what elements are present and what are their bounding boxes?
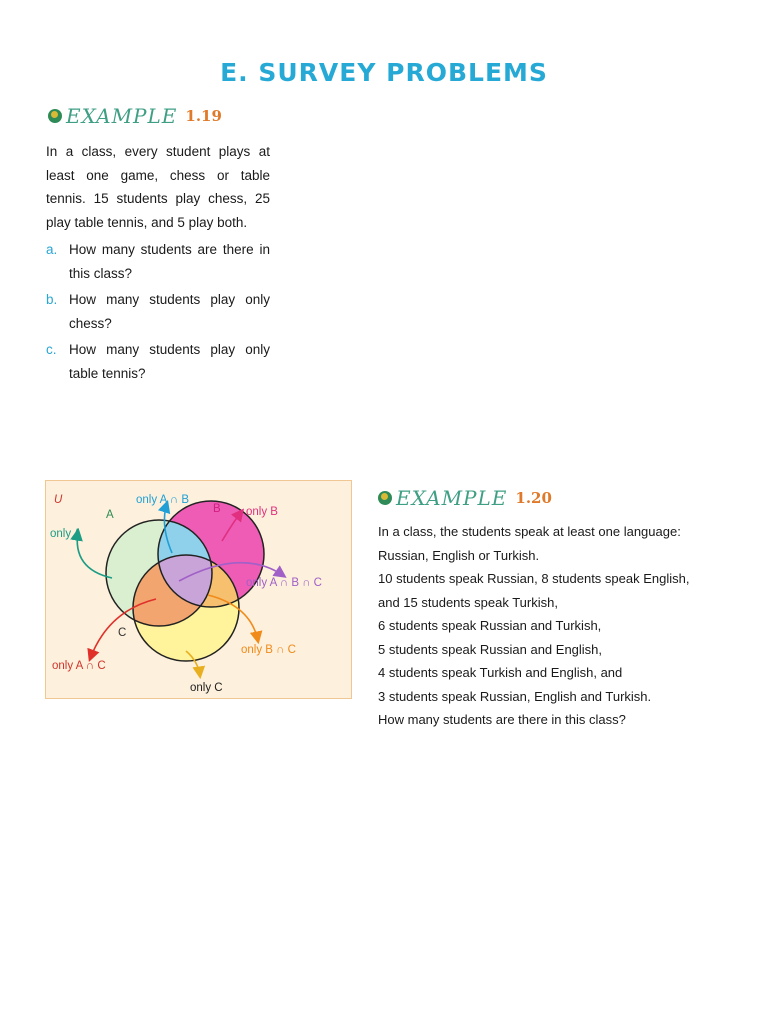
example-1-20-line: How many students are there in this class? — [378, 712, 626, 727]
question-letter: b. — [46, 292, 58, 307]
example-1-20-line: 5 students speak Russian and English, — [378, 641, 603, 657]
example-1-20-body — [378, 520, 750, 732]
question-text: How many students play only chess? — [69, 292, 270, 331]
example-1-20-line: 10 students speak Russian, 8 students speak English, — [378, 571, 690, 586]
example-1-20-line: 4 students speak Turkish and English, and — [378, 665, 623, 680]
example-1-20-heading — [378, 486, 552, 510]
question-letter: a. — [46, 242, 58, 257]
only-c-label: only C — [190, 682, 223, 694]
set-a-label: A — [106, 509, 114, 521]
only-a-and-b-label: only A ∩ B — [136, 494, 190, 506]
example-1-20-line: Russian, English or Turkish. — [378, 547, 540, 563]
only-a-and-c-label: only A ∩ C — [52, 660, 106, 672]
question-list — [46, 238, 270, 385]
page-title: E. SURVEY PROBLEMS — [220, 58, 548, 87]
only-a-label: only A — [50, 528, 82, 540]
question-text: How many students are there in this class? — [69, 242, 270, 281]
only-b-label: only B — [246, 506, 278, 518]
only-b-and-c-label: only B ∩ C — [241, 644, 296, 656]
question-item — [46, 288, 270, 335]
example-number: 1.20 — [515, 489, 552, 507]
question-text: How many students play only table tennis? — [69, 342, 270, 381]
example-1-19-body — [46, 140, 270, 388]
example-word: EXAMPLE — [66, 104, 178, 128]
example-1-20-line: In a class, the students speak at least one language: — [378, 524, 681, 539]
question-letter: c. — [46, 342, 57, 357]
example-word: EXAMPLE — [396, 486, 508, 510]
example-1-19-heading — [48, 104, 222, 128]
example-1-19-intro: In a class, every student plays at least one game, chess or table tennis. 15 students play chess, 25 play table tennis, and 5 play both. — [46, 144, 270, 230]
set-b-label: B — [213, 503, 221, 515]
question-item — [46, 338, 270, 385]
example-1-20-line: 3 students speak Russian, English and Turkish. — [378, 688, 652, 704]
example-1-20-line: and 15 students speak Turkish, — [378, 594, 558, 610]
venn-diagram-panel — [45, 480, 352, 699]
only-a-and-b-and-c-label: only A ∩ B ∩ C — [246, 577, 322, 589]
question-item — [46, 238, 270, 285]
venn-diagram — [46, 481, 353, 700]
example-badge-icon — [48, 109, 62, 123]
example-1-20-line: 6 students speak Russian and Turkish, — [378, 618, 602, 633]
example-badge-icon — [378, 491, 392, 505]
example-number: 1.19 — [185, 107, 222, 125]
universe-label: U — [54, 494, 63, 506]
set-c-label: C — [118, 627, 127, 639]
